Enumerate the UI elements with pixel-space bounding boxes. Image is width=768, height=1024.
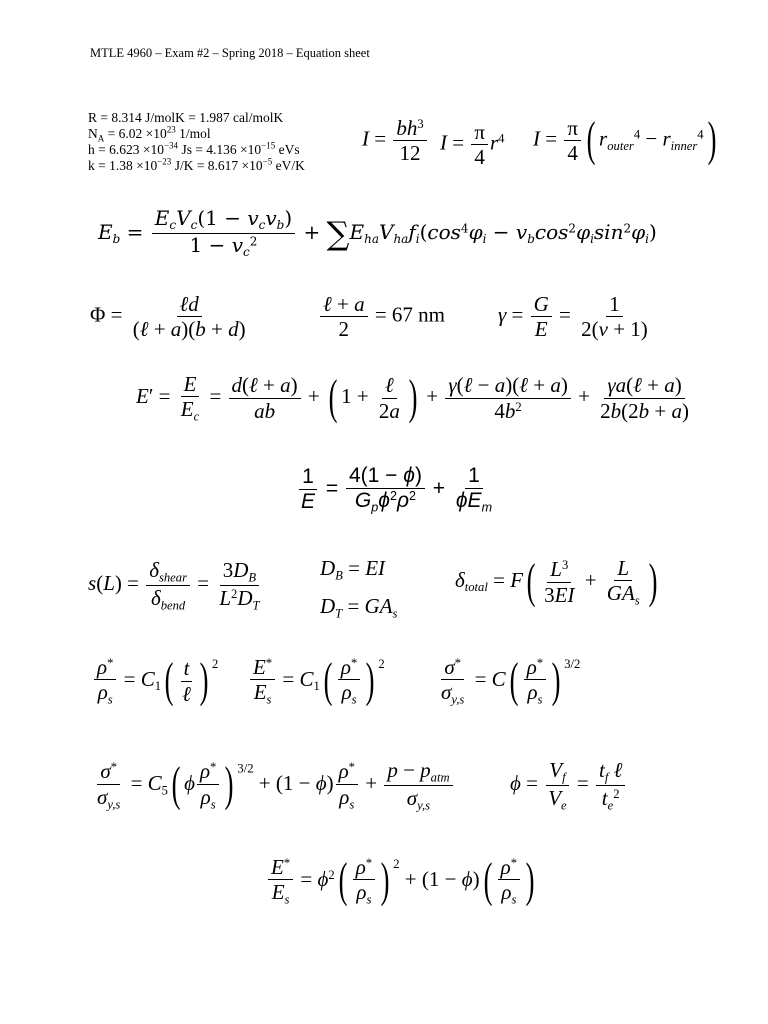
- e-prime-equation: E′ = $\frac{E}{E_c}$ = $\frac{\text{d(ℓ + a)}}{ab}$ + ( 1 + $\frac{\text{ℓ}}{2a}$ ) + $\frac{\text{γ(ℓ − a)(ℓ + a)}}{4b^2}$ + $\frac{\text{γa(ℓ + a)}}{2b(2b + a)}$: [136, 370, 689, 424]
- avogadro-exponent: 23: [166, 124, 176, 135]
- planck-unit: eVs: [275, 142, 300, 157]
- shear-stiffness-equation: $D_T = GA_s$: [320, 594, 398, 621]
- relative-strength-equation: $\frac{\sigma^*}{\sigma_{y,s}}$ = C( $\frac{\rho^*}{\rho_s}$ ) $^{3/2}$: [441, 653, 581, 707]
- boltzmann-value-2: J/K = 8.617 ×10: [171, 158, 263, 173]
- avogadro-unit: 1/mol: [175, 126, 211, 141]
- planck-value-2: Js = 4.136 ×10: [178, 142, 262, 157]
- planck-value-1: h = 6.623 ×10: [88, 142, 164, 157]
- planck-exponent-2: −15: [261, 140, 276, 151]
- eb-equation: $E_b$ = $\frac{E_cV_c(1 - v_cv_b)}{1 - v_c^2}$ + $\sum E_{ha}V_{ha}f_i(\cos^4\varphi_i - v_b\cos^2\varphi_i\sin^2\varphi_i)$: [98, 206, 657, 260]
- moment-of-inertia-tube-equation: I = $\frac{\pi}{4}$ ( $r_{outer}^4 - r_{inner}^4$): [533, 113, 717, 167]
- boltzmann-exponent-2: −5: [262, 156, 273, 167]
- gas-constant: [88, 110, 283, 125]
- avogadro-constant: [88, 124, 211, 144]
- gas-constant-text: R = 8.314 J/molK = 1.987 cal/molK: [88, 110, 284, 125]
- phi-porosity-equation: Φ = $\frac{\text{ℓd}}{\text{(ℓ + a)(b + d)}}$: [90, 292, 246, 342]
- closed-cell-modulus-equation: $\frac{E^*}{E_s}$ = $\phi^2$( $\frac{\rho^*}{\rho_s}$ ) $^2$ + (1 − ϕ)( $\frac{\rho^*}{\rho_s}$ ): [266, 855, 538, 907]
- moment-of-inertia-rect-equation: I = $\frac{bh^3}{12}$: [362, 116, 429, 165]
- page-title: MTLE 4960 – Exam #2 – Spring 2018 – Equation sheet: [90, 46, 370, 60]
- moment-of-inertia-circle-equation: I = $\frac{\pi}{4}$ $r^4$: [440, 120, 505, 170]
- boltzmann-unit: eV/K: [272, 158, 305, 173]
- boltzmann-exponent-1: −23: [157, 156, 172, 167]
- relative-modulus-equation: $\frac{E^*}{E_s}$ = $C_1$( $\frac{\rho^*}{\rho_s}$ ) $^2$: [248, 655, 385, 707]
- planck-constant: [88, 142, 300, 157]
- avogadro-subscript: A: [97, 133, 105, 144]
- closed-cell-strength-equation: $\frac{\sigma^*}{\sigma_{y,s}}$ = $C_5$( ϕ $\frac{\rho^*}{\rho_s}$ ) $^{3/2}$ + (1 − ϕ) $\frac{\rho^*}{\rho_s}$ + $\frac{p - p_{atm}}{\sigma_{y,s}}$: [92, 758, 455, 813]
- avogadro-symbol: N: [88, 126, 98, 141]
- gamma-equation: γ = $\frac{G}{E}$ = $\frac{1}{2(\nu + 1)}$: [498, 292, 648, 342]
- relative-density-equation: $\frac{\rho^*}{\rho_s}$ = $C_1$( $\frac{t}{\text{ℓ}}$ ) $^2$: [92, 655, 218, 707]
- planck-exponent-1: −34: [163, 140, 179, 151]
- boltzmann-value-1: k = 1.38 ×10: [88, 158, 158, 173]
- inverse-modulus-equation: $\frac{1}{E}$ = $\frac{4(1 - \phi)}{G_p\phi^2\rho^2}$ + $\frac{1}{\phi E_m}$: [301, 464, 493, 515]
- avogadro-value: = 6.02 ×10: [104, 126, 167, 141]
- shear-bend-ratio-equation: s(L) = $\frac{\delta_{shear}}{\delta_{bend}}$ = $\frac{3D_B}{L^2D_T}$: [88, 558, 260, 613]
- bending-stiffness-equation: $D_B$ = EI: [320, 556, 386, 583]
- half-length-equation: $\frac{\text{ℓ + a}}{2}$ = 67 nm: [318, 292, 445, 341]
- volume-fraction-equation: ϕ = $\frac{V_f}{V_e}$ = $\frac{t_f \ell}{t_e^2}$: [510, 758, 627, 813]
- boltzmann-constant: [88, 158, 305, 173]
- total-deflection-equation: $\delta_{total} = F$( $\frac{L^3}{3EI}$ + $\frac{L}{GA_s}$ ): [455, 554, 658, 608]
